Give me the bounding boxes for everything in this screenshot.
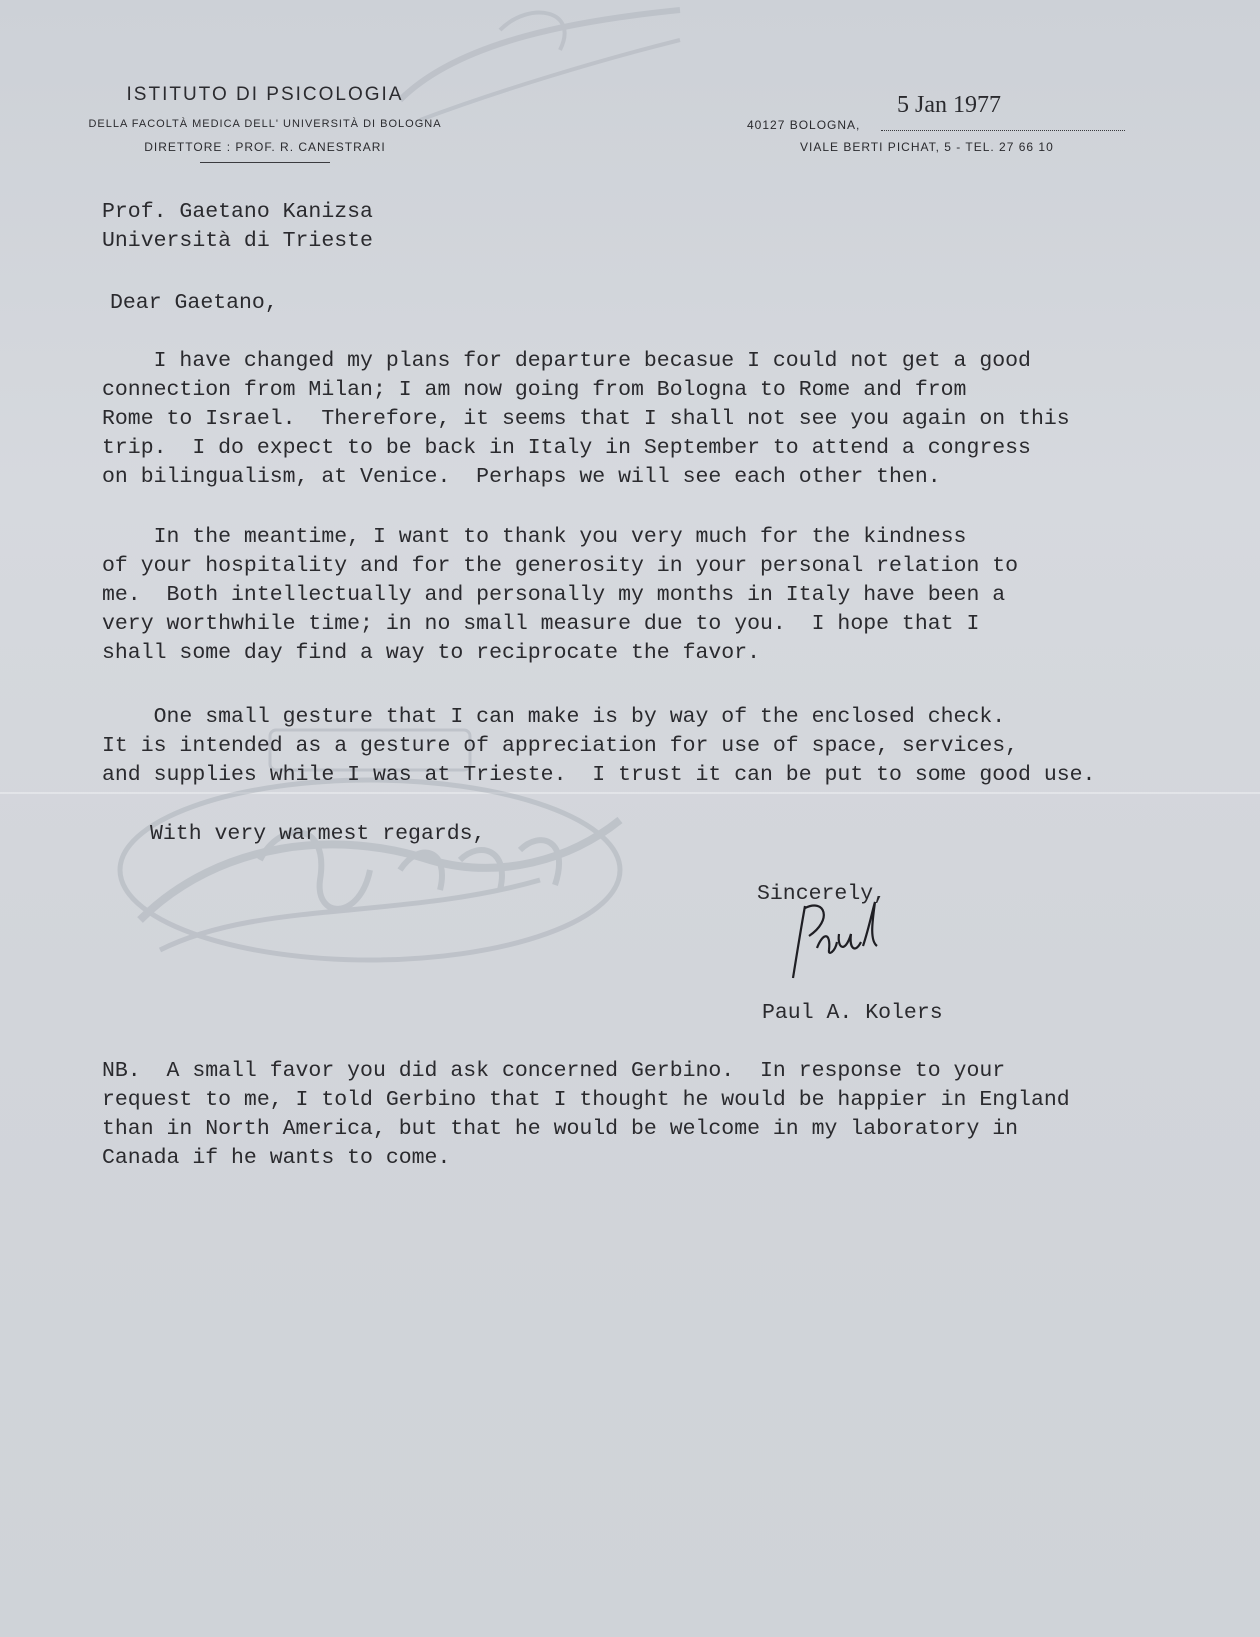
faculty-line: DELLA FACOLTÀ MEDICA DELL' UNIVERSITÀ DI BOLOGNA <box>88 118 442 130</box>
letterhead-left <box>60 84 470 163</box>
paragraph-line: shall some day find a way to reciprocate the favor. <box>102 641 761 665</box>
paragraph-line: In the meantime, I want to thank you very much for the kindness <box>102 525 967 549</box>
paragraph-line: connection from Milan; I am now going from Bologna to Rome and from <box>102 378 967 402</box>
letterhead-rule <box>200 162 330 163</box>
letterhead-city: 40127 BOLOGNA, <box>747 118 861 132</box>
recipient-block <box>102 198 373 256</box>
paragraph-line: of your hospitality and for the generosity in your personal relation to <box>102 554 1019 578</box>
paragraph-line: It is intended as a gesture of appreciation for use of space, services, <box>102 734 1019 758</box>
letterhead-address: VIALE BERTI PICHAT, 5 - TEL. 27 66 10 <box>800 140 1054 154</box>
postscript <box>102 1057 1070 1173</box>
paragraph-line: Rome to Israel. Therefore, it seems that I shall not see you again on this <box>102 407 1070 431</box>
paragraph-line: and supplies while I was at Trieste. I trust it can be put to some good use. <box>102 763 1096 787</box>
salutation: Dear Gaetano, <box>110 291 278 315</box>
paragraph-line: trip. I do expect to be back in Italy in September to attend a congress <box>102 436 1031 460</box>
recipient-institution: Università di Trieste <box>102 229 373 253</box>
paragraph-line: me. Both intellectually and personally my months in Italy have been a <box>102 583 1006 607</box>
postscript-line: Canada if he wants to come. <box>102 1146 451 1170</box>
handwritten-signature <box>785 898 885 980</box>
director-line: DIRETTORE : PROF. R. CANESTRARI <box>144 140 386 154</box>
paragraph-line: very worthwhile time; in no small measure due to you. I hope that I <box>102 612 980 636</box>
closing-regards: With very warmest regards, <box>150 822 486 846</box>
recipient-name: Prof. Gaetano Kanizsa <box>102 200 373 224</box>
date-dotted-line <box>881 130 1125 131</box>
closing-sincerely: Sincerely, <box>757 882 887 906</box>
signer-name: Paul A. Kolers <box>762 1001 943 1025</box>
paragraph-line: on bilingualism, at Venice. Perhaps we will see each other then. <box>102 465 941 489</box>
postscript-line: request to me, I told Gerbino that I thought he would be happier in England <box>102 1088 1070 1112</box>
letter-date: 5 Jan 1977 <box>897 92 1001 118</box>
institute-name: ISTITUTO DI PSICOLOGIA <box>126 84 404 105</box>
paragraph-line: One small gesture that I can make is by way of the enclosed check. <box>102 705 1006 729</box>
postscript-line: than in North America, but that he would be welcome in my laboratory in <box>102 1117 1019 1141</box>
paragraph-line: I have changed my plans for departure becasue I could not get a good <box>102 349 1031 373</box>
paragraph-2 <box>102 523 1018 668</box>
postscript-line: NB. A small favor you did ask concerned Gerbino. In response to your <box>102 1059 1006 1083</box>
paragraph-3 <box>102 703 1095 790</box>
paragraph-1 <box>102 347 1070 492</box>
